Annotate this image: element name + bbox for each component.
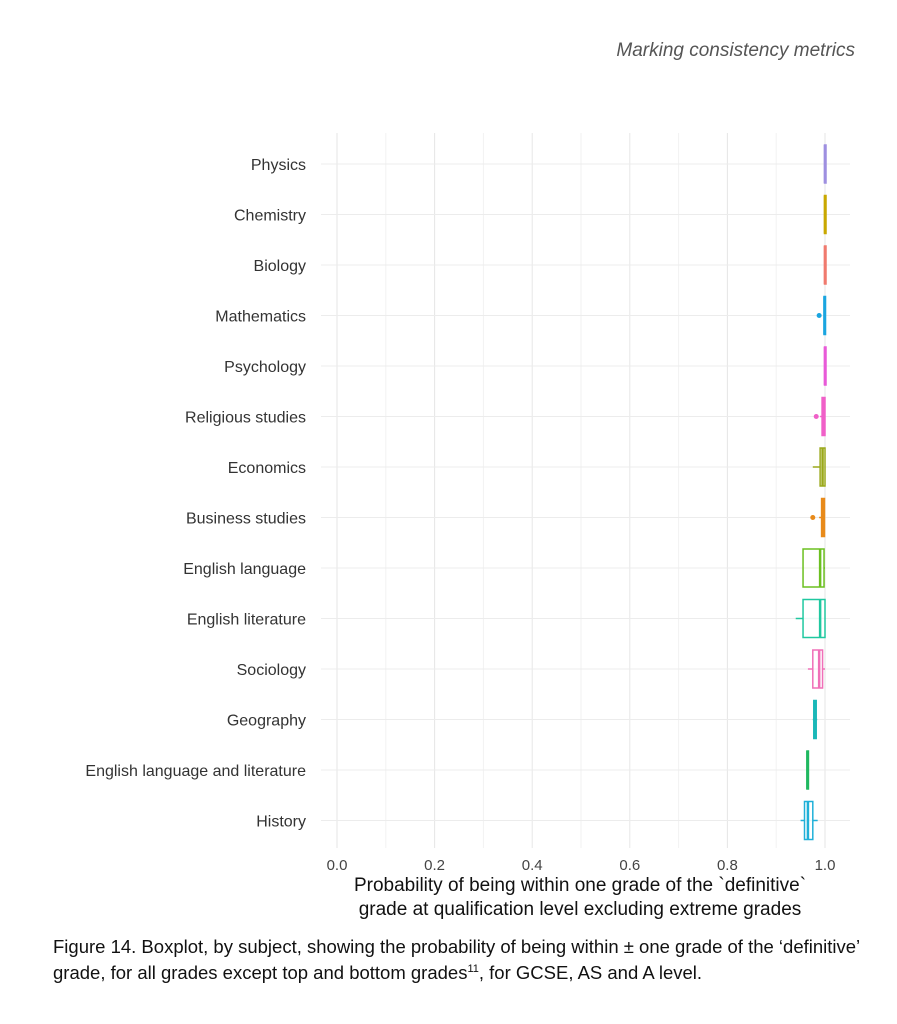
box-body	[813, 650, 823, 688]
y-tick-label: English literature	[186, 611, 306, 629]
box-biology	[824, 246, 826, 284]
plot-area	[321, 133, 850, 848]
x-tick-label: 0.2	[424, 857, 446, 874]
box-physics	[824, 145, 826, 183]
x-tick-label: 0.8	[716, 857, 738, 874]
box-psychology	[825, 347, 827, 385]
y-tick-label: Chemistry	[233, 207, 306, 225]
box-english-language-and-literature	[807, 751, 809, 789]
caption-text: Figure 14. Boxplot, by subject, showing the probability of being within ± one grade of the ‘definitive’ grade, for all grades except top and bottom grades	[53, 936, 860, 984]
x-tick-label: 0.0	[326, 857, 348, 874]
box-geography	[813, 701, 817, 739]
box-outlier	[810, 515, 815, 520]
x-tick-label: 0.4	[521, 857, 543, 874]
caption-tail: , for GCSE, AS and A level.	[478, 962, 703, 984]
y-tick-label: Religious studies	[185, 409, 306, 427]
y-tick-label: English language and literature	[85, 763, 306, 780]
y-tick-label: English language	[183, 561, 306, 578]
box-outlier	[814, 414, 819, 419]
box-body	[803, 600, 825, 638]
y-tick-label: Psychology	[224, 359, 306, 376]
caption-footnote-ref: 11	[467, 963, 479, 975]
box-english-language	[803, 549, 825, 587]
y-tick-label: Geography	[226, 712, 306, 730]
y-tick-label: Physics	[250, 157, 306, 174]
y-tick-label: Biology	[253, 258, 306, 275]
y-tick-label: Mathematics	[215, 308, 306, 326]
x-tick-label: 0.6	[619, 857, 641, 874]
x-axis-title-line1: Probability of being within one grade of the `definitive`	[353, 875, 807, 896]
box-chemistry	[824, 196, 826, 234]
y-tick-label: History	[256, 813, 306, 831]
x-axis-title-line2: grade at qualification level excluding extreme grades	[358, 899, 802, 920]
page-header: Marking consistency metrics	[616, 40, 855, 61]
y-tick-label: Business studies	[185, 510, 306, 528]
y-tick-label: Sociology	[236, 662, 306, 679]
x-tick-label: 1.0	[814, 857, 836, 874]
box-outlier	[817, 313, 822, 318]
y-tick-label: Economics	[227, 460, 306, 477]
figure-caption	[53, 935, 863, 984]
